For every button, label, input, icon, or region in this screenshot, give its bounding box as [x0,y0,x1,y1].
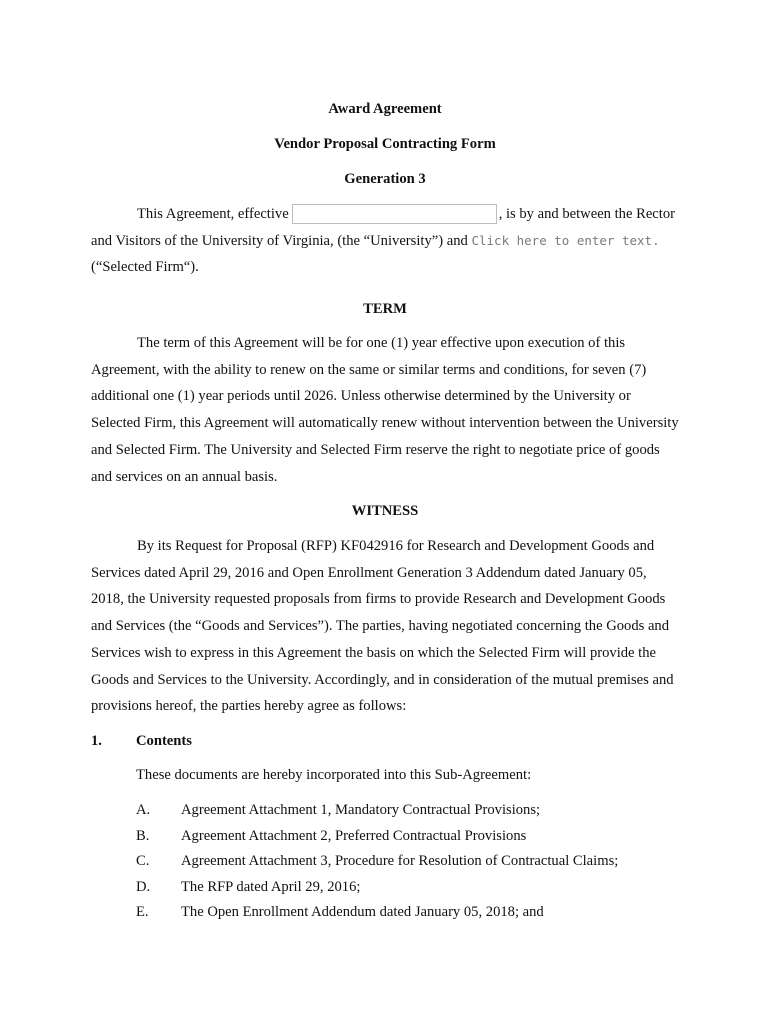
list-item-letter: D. [136,879,151,895]
list-item-text: The RFP dated April 29, 2016; [181,879,361,895]
section-intro: These documents are hereby incorporated into this Sub-Agreement: [136,767,532,783]
list-item-letter: B. [136,828,150,844]
intro-text-2: , is by and between the Rector and Visitors of the University of Virginia, (the “University”) and [91,206,675,249]
list-item-letter: A. [136,802,151,818]
term-paragraph: The term of this Agreement will be for one (1) year effective upon execution of this Agreement, with the ability to renew on the same or similar terms and conditions, for seven (7) additional one (1) year periods until 2026. Unless otherwise determined by the University or Selected Firm, this Agreement will automatically renew without intervention between the University and Selected Firm. The University and Selected Firm reserve the right to negotiate price of goods and services on an annual basis. [91,335,679,485]
intro-text-3: (“Selected Firm“). [91,259,199,276]
intro-text-1: This Agreement, effective [137,206,289,222]
section-number: 1. [91,733,102,749]
generation-label: Generation 3 [344,171,426,187]
intro-paragraph [91,201,681,281]
effective-date-field[interactable] [292,204,497,224]
list-item-text: Agreement Attachment 1, Mandatory Contractual Provisions; [181,802,541,818]
selected-firm-field[interactable]: Click here to enter text. [471,232,660,248]
document-subtitle: Vendor Proposal Contracting Form [274,136,496,152]
witness-paragraph: By its Request for Proposal (RFP) KF042916 for Research and Development Goods and Services dated April 29, 2016 and Open Enrollment Generation 3 Addendum dated January 05, 2018, the University requested proposals from firms to provide Research and Development Goods and Services (the “Goods and Services”). The parties, having negotiated concerning the Goods and Services wish to express in this Agreement the basis on which the Selected Firm will provide the Goods and Services to the University. Accordingly, and in consideration of the mutual premises and provisions hereof, the parties hereby agree as follows: [91,538,674,715]
document-title: Award Agreement [328,101,442,117]
witness-heading: WITNESS [351,503,419,519]
list-item-letter: E. [136,904,149,920]
list-item-text: The Open Enrollment Addendum dated January 05, 2018; and [181,904,544,920]
list-item-letter: C. [136,853,150,869]
list-item-text: Agreement Attachment 3, Procedure for Resolution of Contractual Claims; [181,853,619,869]
section-heading: Contents [136,733,192,749]
term-heading: TERM [363,301,407,317]
list-item-text: Agreement Attachment 2, Preferred Contractual Provisions [181,828,527,844]
